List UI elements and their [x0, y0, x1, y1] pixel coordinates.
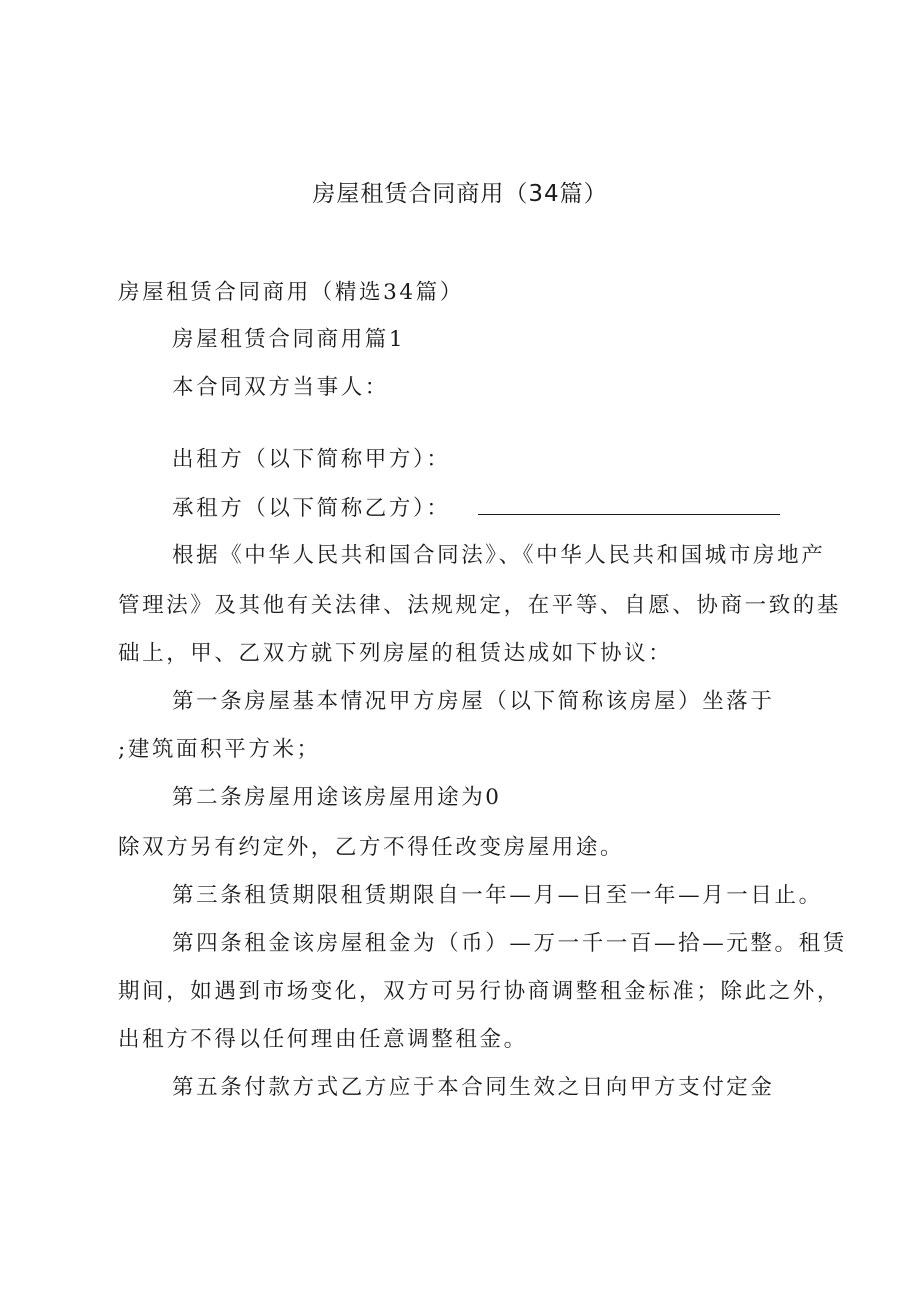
- document-title: 房屋租赁合同商用（34篇）: [312, 181, 608, 207]
- article-1-line: ;建筑面积平方米；: [118, 737, 321, 762]
- article-5-line: 第五条付款方式乙方应于本合同生效之日向甲方支付定金: [172, 1075, 775, 1100]
- article-4-line: 第四条租金该房屋租金为（币）—万一千一百—拾—元整。租赁: [172, 931, 847, 956]
- article-1-line: 第一条房屋基本情况甲方房屋（以下简称该房屋）坐落于: [172, 689, 775, 714]
- article-2-line: 除双方另有约定外，乙方不得任改变房屋用途。: [118, 835, 625, 860]
- lessee-line: [172, 492, 780, 526]
- paragraph-line: 根据《中华人民共和国合同法》、《中华人民共和国城市房地产: [172, 543, 826, 568]
- subtitle: 房屋租赁合同商用（精选34篇）: [118, 280, 464, 305]
- article-4-line: 出租方不得以任何理由任意调整租金。: [118, 1027, 528, 1052]
- lessee-blank-underline: [478, 494, 780, 515]
- article-2-line: 第二条房屋用途该房屋用途为0: [172, 785, 502, 810]
- chapter-heading: 房屋租赁合同商用篇1: [172, 327, 406, 352]
- paragraph-line: 管理法》及其他有关法律、法规规定，在平等、自愿、协商一致的基: [118, 593, 842, 618]
- parties-line: 本合同双方当事人：: [172, 375, 389, 400]
- lessor-line: 出租方（以下简称甲方）：: [172, 447, 451, 472]
- article-4-line: 期间，如遇到市场变化，双方可另行协商调整租金标准；除此之外，: [118, 979, 842, 1004]
- article-3-line: 第三条租赁期限租赁期限自一年—月—日至一年—月一日止。: [172, 883, 823, 908]
- lessee-label: 承租方（以下简称乙方）：: [172, 496, 451, 521]
- paragraph-line: 础上，甲、乙双方就下列房屋的租赁达成如下协议：: [118, 641, 673, 666]
